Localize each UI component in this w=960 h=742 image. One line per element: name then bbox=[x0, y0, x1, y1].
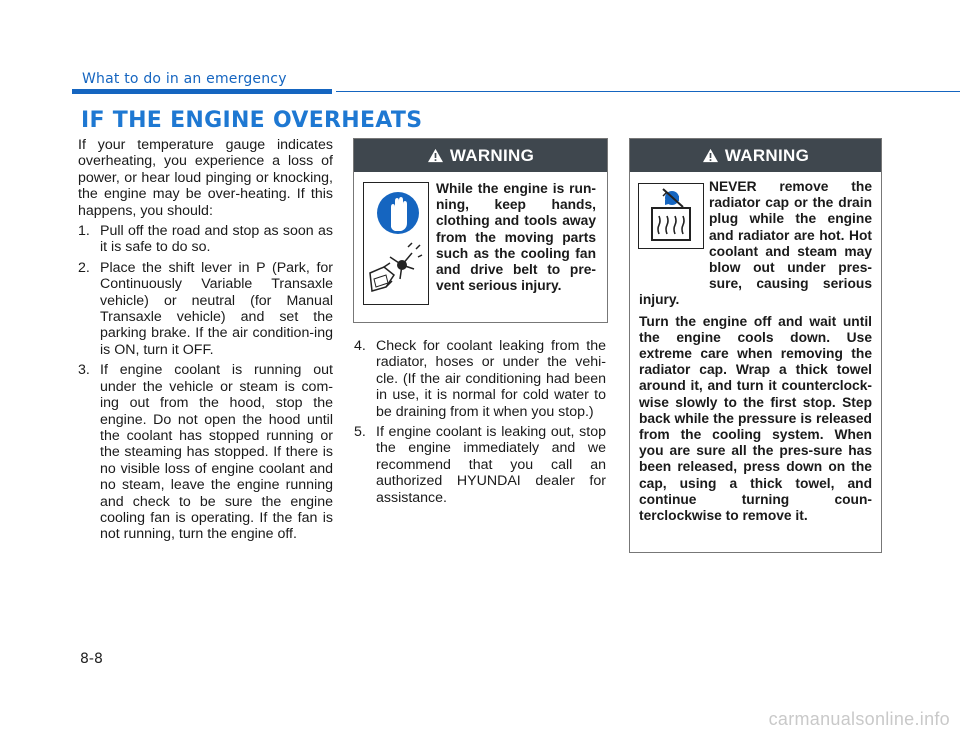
warning-label: WARNING bbox=[449, 145, 535, 165]
steps-list-2 bbox=[354, 338, 606, 506]
page-number: 8-8 bbox=[80, 651, 103, 667]
watermark: carmanualsonline.info bbox=[768, 709, 950, 729]
step-number: 3. bbox=[78, 362, 90, 379]
warning-box-radiator bbox=[629, 138, 882, 553]
page-title: IF THE ENGINE OVERHEATS bbox=[81, 108, 423, 133]
warning-label: WARNING bbox=[724, 145, 810, 165]
warning-paragraph: Turn the engine off and wait until the engine cools down. Use extreme care when removing the radiator cap. Wrap a thick towel around it, and turn it counterclock-wise slowly to the first stop. Step back while the pressure is released from the cooling system. When you are sure all the pres-sure has been released, press down on the cap, using a thick towel, and continue turning coun-terclockwise to remove it. bbox=[639, 313, 872, 524]
step-text: Pull off the road and stop as soon as it is safe to do so. bbox=[100, 223, 333, 256]
steps-list-1 bbox=[78, 223, 333, 543]
step-item bbox=[78, 260, 333, 358]
section-label: What to do in an emergency bbox=[82, 71, 287, 87]
step-item bbox=[78, 362, 333, 542]
warning-paragraph: NEVER remove the radiator cap or the drain plug while the engine and radiator are hot. Hot coolant and steam may blow out under pres-sure, causing serious injury. bbox=[639, 179, 872, 308]
hand-stop-fan-icon bbox=[363, 182, 429, 305]
warning-triangle-icon bbox=[427, 148, 444, 163]
step-number: 2. bbox=[78, 259, 90, 276]
step-text: If engine coolant is leaking out, stop the engine immediately and we recommend that you call an authorized HYUNDAI dealer for assistance. bbox=[376, 424, 606, 506]
step-item bbox=[78, 223, 333, 256]
left-column bbox=[78, 137, 333, 547]
warning-triangle-icon bbox=[702, 148, 719, 163]
warning-box-fan bbox=[353, 138, 608, 323]
step-number: 4. bbox=[354, 338, 366, 354]
section-rule-thin bbox=[336, 91, 960, 92]
step-text: If engine coolant is running out under the vehicle or steam is com-ing out from the hood, stop the engine. Do not open the hood until the coolant has stopped running or the steaming has stopped. If there is no visible loss of engine coolant and no steam, leave the engine running and check to be sure the engine cooling fan is operating. If the fan is not running, turn the engine off. bbox=[100, 362, 333, 543]
step-text: Place the shift lever in P (Park, for Continuously Variable Transaxle vehicle) or neutral (for Manual Transaxle vehicle) and set the parking brake. If the air condition-ing is ON, turn it OFF. bbox=[100, 259, 333, 358]
step-item bbox=[354, 424, 606, 506]
warning-header bbox=[630, 139, 881, 172]
warning-text bbox=[436, 181, 596, 299]
warning-paragraph: While the engine is run-ning, keep hands, clothing and tools away from the moving parts such as the cooling fan and drive belt to pre-vent serious injury. bbox=[436, 181, 596, 294]
section-rule-thick bbox=[72, 89, 332, 94]
step-number: 1. bbox=[78, 223, 90, 240]
warning-text bbox=[630, 172, 881, 524]
middle-column bbox=[354, 338, 606, 510]
step-item bbox=[354, 338, 606, 420]
step-text: Check for coolant leaking from the radiator, hoses or under the vehi-cle. (If the air conditioning had been in use, it is normal for cold water to be draining from it when you stop.) bbox=[376, 338, 606, 420]
intro-paragraph: If your temperature gauge indicates overheating, you experience a loss of power, or hear loud pinging or knocking, the engine may be over-heating. If this happens, you should: bbox=[78, 137, 333, 219]
warning-header bbox=[354, 139, 607, 172]
step-number: 5. bbox=[354, 424, 366, 441]
